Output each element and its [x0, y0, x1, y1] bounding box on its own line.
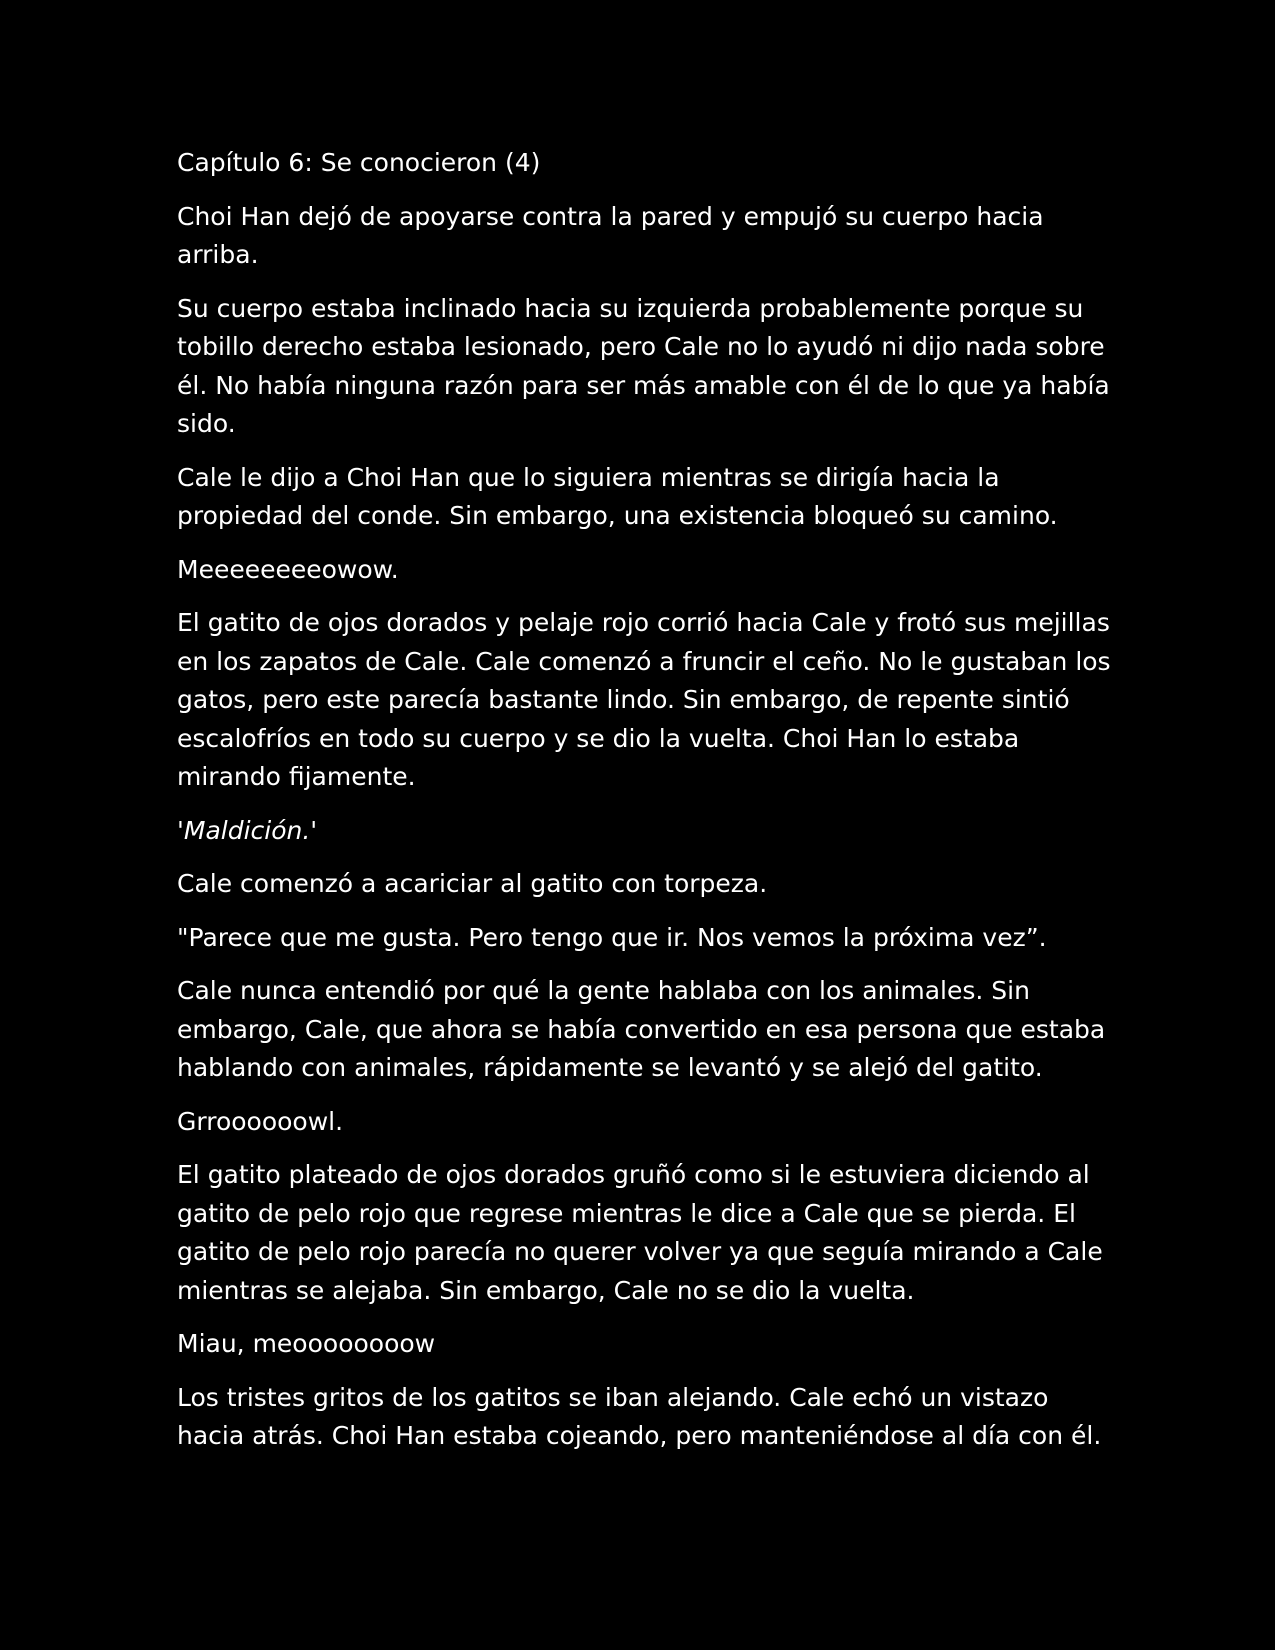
paragraph: Choi Han dejó de apoyarse contra la pared y empujó su cuerpo hacia arriba. [177, 201, 1044, 269]
paragraph: Cale nunca entendió por qué la gente hablaba con los animales. Sin embargo, Cale, que ahora se había convertido en esa persona que estaba hablando con animales, rápidamente se levantó y se alejó del gatito. [177, 976, 1106, 1082]
sound-effect-line: Meeeeeeeeowow. [177, 554, 399, 584]
paragraph: Los tristes gritos de los gatitos se iban alejando. Cale echó un vistazo hacia atrás. Choi Han estaba cojeando, pero manteniéndose al día con él. [177, 1382, 1102, 1450]
sound-effect-line: Miau, meoooooooow [177, 1329, 436, 1358]
paragraph: Cale le dijo a Choi Han que lo siguiera mientras se dirigía hacia la propiedad del conde. Sin embargo, una existencia bloqueó su camino. [177, 462, 1058, 530]
document-page [177, 144, 1117, 1471]
chapter-title: Capítulo 6: Se conocieron (4) [177, 148, 541, 177]
paragraph: Cale comenzó a acariciar al gatito con torpeza. [177, 869, 768, 898]
dialogue-line: "Parece que me gusta. Pero tengo que ir. Nos vemos la próxima vez”. [177, 922, 1047, 952]
inner-thought-line: 'Maldición.' [177, 815, 318, 845]
paragraph: El gatito plateado de ojos dorados gruñó como si le estuviera diciendo al gatito de pelo rojo que regrese mientras le dice a Cale que se pierda. El gatito de pelo rojo parecía no querer volver ya que seguía mirando a Cale mientras se alejaba. Sin embargo, Cale no se dio la vuelta. [177, 1160, 1103, 1305]
sound-effect-line: Grroooooowl. [177, 1106, 344, 1136]
paragraph: Su cuerpo estaba inclinado hacia su izquierda probablemente porque su tobillo derecho estaba lesionado, pero Cale no lo ayudó ni dijo nada sobre él. No había ninguna razón para ser más amable con él de lo que ya había sido. [177, 293, 1110, 438]
paragraph: El gatito de ojos dorados y pelaje rojo corrió hacia Cale y frotó sus mejillas en los zapatos de Cale. Cale comenzó a fruncir el ceño. No le gustaban los gatos, pero este parecía bastante lindo. Sin embargo, de repente sintió escalofríos en todo su cuerpo y se dio la vuelta. Choi Han lo estaba mirando fijamente. [177, 608, 1111, 791]
